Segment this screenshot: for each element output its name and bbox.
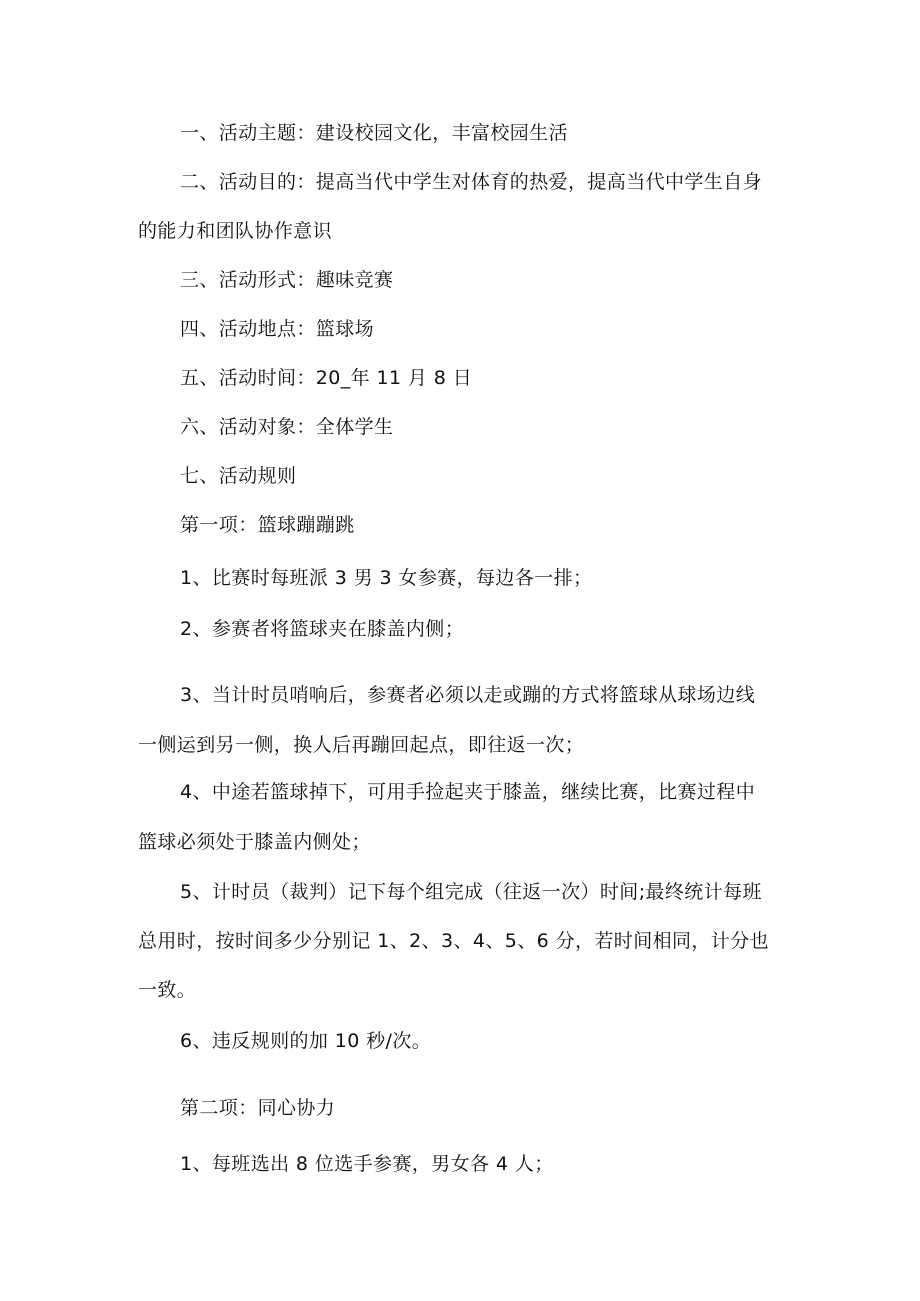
event1-rule3-line2: 一侧运到另一侧，换人后再蹦回起点，即往返一次； xyxy=(138,734,585,756)
event2-title: 第二项：同心协力 xyxy=(180,1097,336,1119)
section-rules-heading: 七、活动规则 xyxy=(180,465,297,487)
section-purpose-line1: 二、活动目的：提高当代中学生对体育的热爱，提高当代中学生自身 xyxy=(180,171,763,193)
section-participants: 六、活动对象：全体学生 xyxy=(180,416,394,438)
event1-rule3-line1: 3、当计时员哨响后，参赛者必须以走或蹦的方式将篮球从球场边线 xyxy=(180,684,756,706)
event1-rule5-line3: 一致。 xyxy=(138,979,197,1001)
event1-rule4-line2: 篮球必须处于膝盖内侧处； xyxy=(138,831,371,853)
event1-rule2: 2、参赛者将篮球夹在膝盖内侧； xyxy=(180,618,465,640)
event1-rule5-line2: 总用时，按时间多少分别记 1、2、3、4、5、6 分，若时间相同，计分也 xyxy=(138,930,770,952)
section-theme: 一、活动主题：建设校园文化，丰富校园生活 xyxy=(180,122,569,144)
event1-rule5-line1: 5、计时员（裁判）记下每个组完成（往返一次）时间;最终统计每班 xyxy=(180,881,762,903)
section-time: 五、活动时间：20_年 11 月 8 日 xyxy=(180,367,473,389)
section-location: 四、活动地点：篮球场 xyxy=(180,318,375,340)
event1-rule1: 1、比赛时每班派 3 男 3 女参赛，每边各一排； xyxy=(180,567,593,589)
event2-rule1: 1、每班选出 8 位选手参赛，男女各 4 人； xyxy=(180,1153,554,1175)
event1-rule6: 6、违反规则的加 10 秒/次。 xyxy=(180,1030,432,1052)
section-form: 三、活动形式：趣味竞赛 xyxy=(180,269,394,291)
event1-title: 第一项：篮球蹦蹦跳 xyxy=(180,514,355,536)
section-purpose-line2: 的能力和团队协作意识 xyxy=(138,220,333,242)
event1-rule4-line1: 4、中途若篮球掉下，可用手捡起夹于膝盖，继续比赛，比赛过程中 xyxy=(180,781,756,803)
